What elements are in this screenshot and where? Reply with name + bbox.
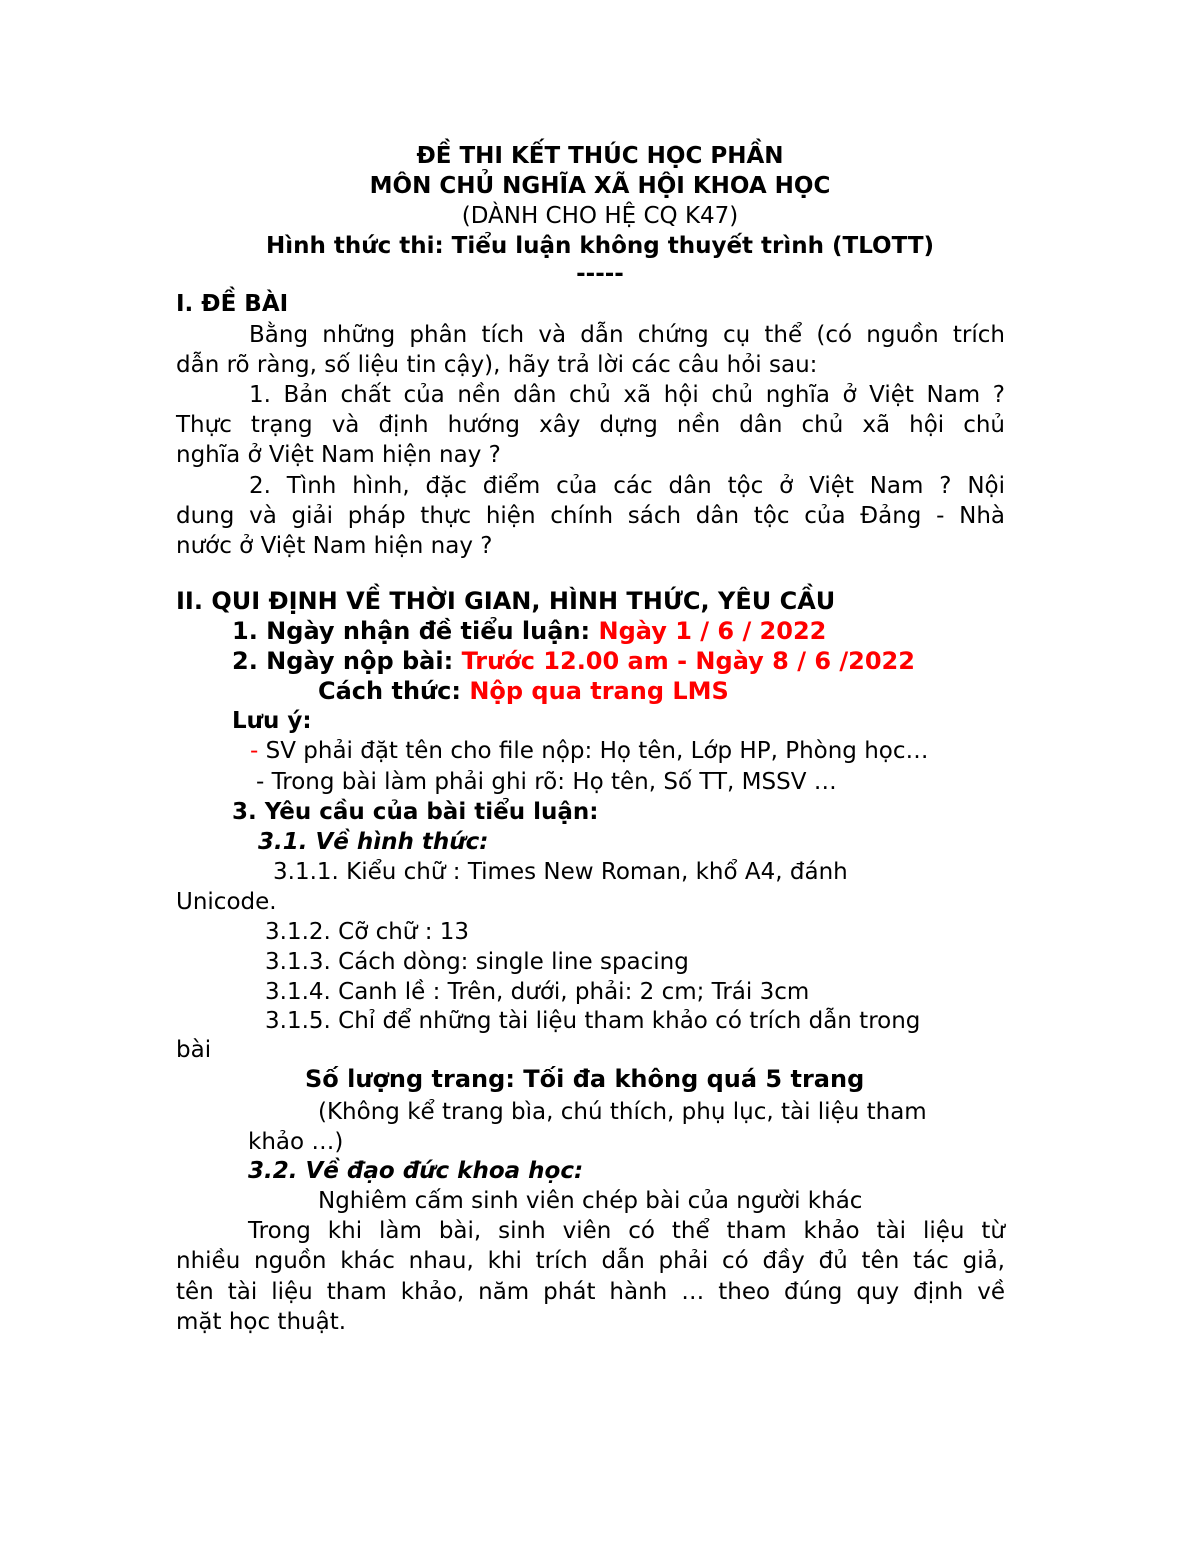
section-2-heading: II. QUI ĐỊNH VỀ THỜI GIAN, HÌNH THỨC, YÊU CẦU [176,587,836,615]
question-1-line-3: nghĩa ở Việt Nam hiện nay ? [176,442,501,468]
exam-form: Hình thức thi: Tiểu luận không thuyết trình (TLOTT) [265,233,935,259]
submit-date-value: Trước 12.00 am - Ngày 8 / 6 /2022 [461,647,915,675]
question-1-line-1: 1. Bản chất của nền dân chủ xã hội chủ nghĩa ở Việt Nam ? [249,382,1005,408]
receive-date-value: Ngày 1 / 6 / 2022 [598,617,827,645]
requirements-heading: 3. Yêu cầu của bài tiểu luận: [232,799,599,825]
submission-method-value: Nộp qua trang LMS [469,677,729,705]
question-1-line-2: Thực trạng và định hướng xây dựng nền dân chủ xã hội chủ [176,412,1005,438]
form-requirements-heading: 3.1. Về hình thức: [258,829,489,855]
submit-date-row [232,646,915,676]
question-2-line-1: 2. Tình hình, đặc điểm của các dân tộc ở Việt Nam ? Nội [249,473,1005,499]
title-line-3: (DÀNH CHO HỆ CQ K47) [461,203,739,229]
format-rule-5-line-2: bài [176,1037,212,1063]
note-2: - Trong bài làm phải ghi rõ: Họ tên, Số TT, MSSV … [256,769,837,795]
section-1-heading: I. ĐỀ BÀI [176,291,289,317]
intro-line-2: dẫn rõ ràng, số liệu tin cậy), hãy trả lời các câu hỏi sau: [176,352,818,378]
ethics-line-1: Nghiêm cấm sinh viên chép bài của người khác [318,1188,863,1214]
format-rule-5-line-1: 3.1.5. Chỉ để những tài liệu tham khảo có trích dẫn trong [265,1008,921,1034]
title-line-2: MÔN CHỦ NGHĨA XÃ HỘI KHOA HỌC [369,173,831,199]
format-rule-2: 3.1.2. Cỡ chữ : 13 [265,919,470,945]
format-rule-1-line-1: 3.1.1. Kiểu chữ : Times New Roman, khổ A4, đánh [273,859,848,885]
separator: ----- [576,261,624,287]
note-1-text: SV phải đặt tên cho file nộp: Họ tên, Lớp HP, Phòng học… [265,738,929,764]
note-label: Lưu ý: [232,708,312,734]
ethics-line-5: mặt học thuật. [176,1309,347,1335]
format-rule-3: 3.1.3. Cách dòng: single line spacing [265,949,689,975]
title-line-1: ĐỀ THI KẾT THÚC HỌC PHẦN [416,143,784,169]
receive-date-row [232,616,826,646]
ethics-line-2: Trong khi làm bài, sinh viên có thể tham khảo tài liệu từ [248,1218,1005,1244]
page-limit-note-line-1: (Không kể trang bìa, chú thích, phụ lục, tài liệu tham [318,1099,927,1125]
submission-method-row [318,676,729,706]
page-limit-note-line-2: khảo …) [248,1129,344,1155]
receive-date-label: 1. Ngày nhận đề tiểu luận: [232,617,591,645]
intro-line-1: Bằng những phân tích và dẫn chứng cụ thể (có nguồn trích [249,322,1005,348]
format-rule-4: 3.1.4. Canh lề : Trên, dưới, phải: 2 cm; Trái 3cm [265,979,810,1005]
format-rule-1-line-2: Unicode. [176,889,277,915]
submission-method-label: Cách thức: [318,677,461,705]
note-1 [250,736,929,766]
page-limit: Số lượng trang: Tối đa không quá 5 trang [305,1065,865,1093]
ethics-heading: 3.2. Về đạo đức khoa học: [248,1158,584,1184]
submit-date-label: 2. Ngày nộp bài: [232,647,454,675]
question-2-line-2: dung và giải pháp thực hiện chính sách dân tộc của Đảng - Nhà [176,503,1005,529]
question-2-line-3: nước ở Việt Nam hiện nay ? [176,533,493,559]
ethics-line-4: tên tài liệu tham khảo, năm phát hành … theo đúng quy định về [176,1279,1005,1305]
note-1-dash: - [250,738,259,764]
ethics-line-3: nhiều nguồn khác nhau, khi trích dẫn phải có đầy đủ tên tác giả, [176,1248,1005,1274]
